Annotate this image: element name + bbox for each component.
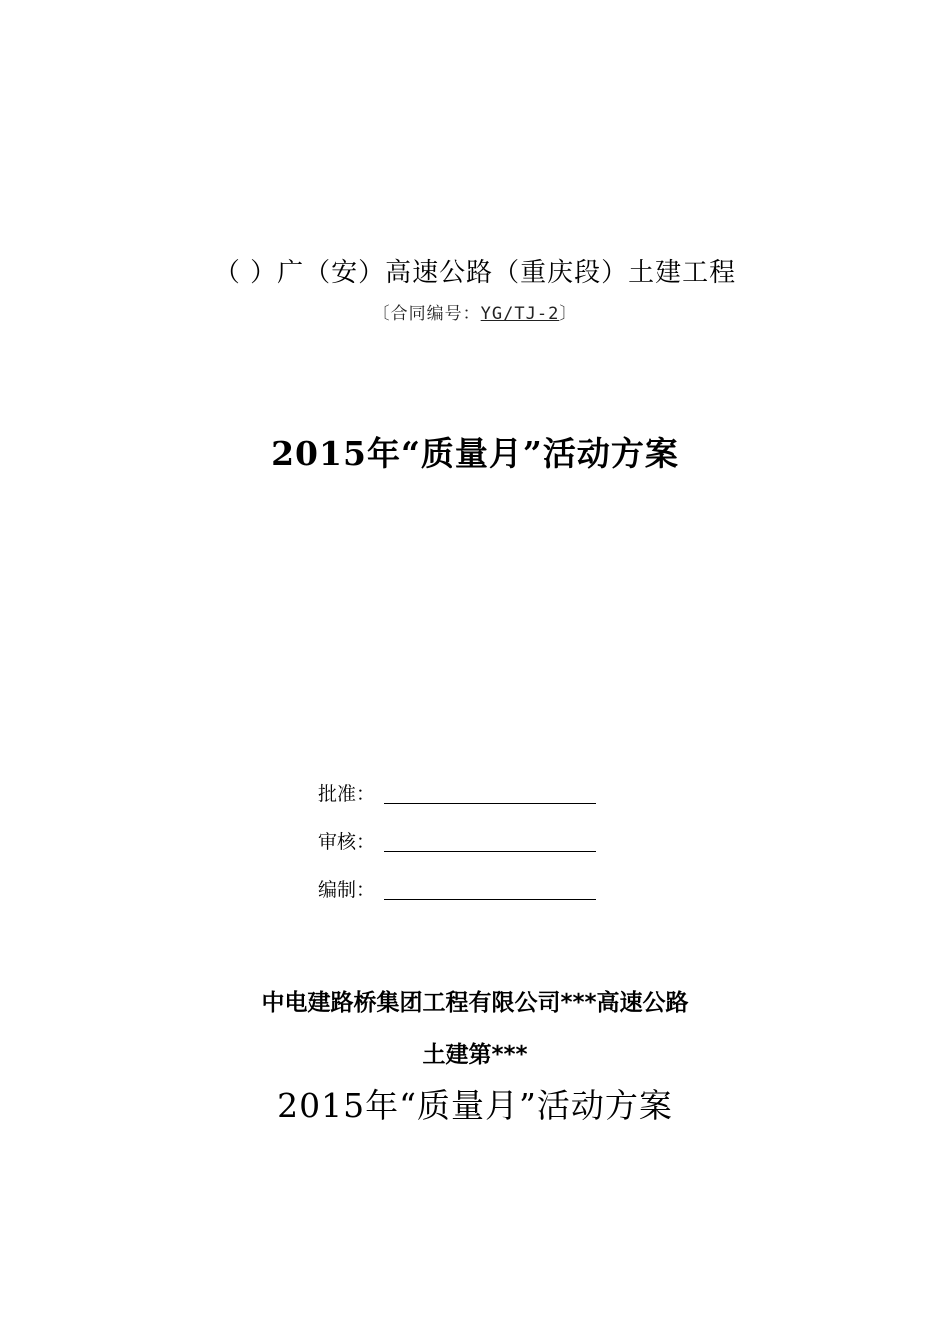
- approve-signature-line: [384, 803, 596, 804]
- company-name: 中电建路桥集团工程有限公司***高速公路: [261, 990, 689, 1016]
- main-title: 2015年“质量月”活动方案: [271, 434, 679, 473]
- review-signature-line: [384, 851, 596, 852]
- edit-label: 编制：: [318, 879, 376, 901]
- department-name: 土建第***: [422, 1042, 528, 1068]
- approve-label: 批准：: [318, 783, 376, 805]
- contract-suffix: 〕: [559, 304, 578, 324]
- edit-signature-line: [384, 899, 596, 900]
- project-title: （ ）广（安）高速公路（重庆段）土建工程: [213, 258, 737, 288]
- contract-prefix: 〔合同编号：: [372, 304, 481, 324]
- review-label: 审核：: [318, 831, 376, 853]
- document-title: 2015年“质量月”活动方案: [277, 1086, 673, 1125]
- contract-number: YG/TJ-2: [480, 304, 560, 324]
- contract-number-line: [0, 299, 950, 324]
